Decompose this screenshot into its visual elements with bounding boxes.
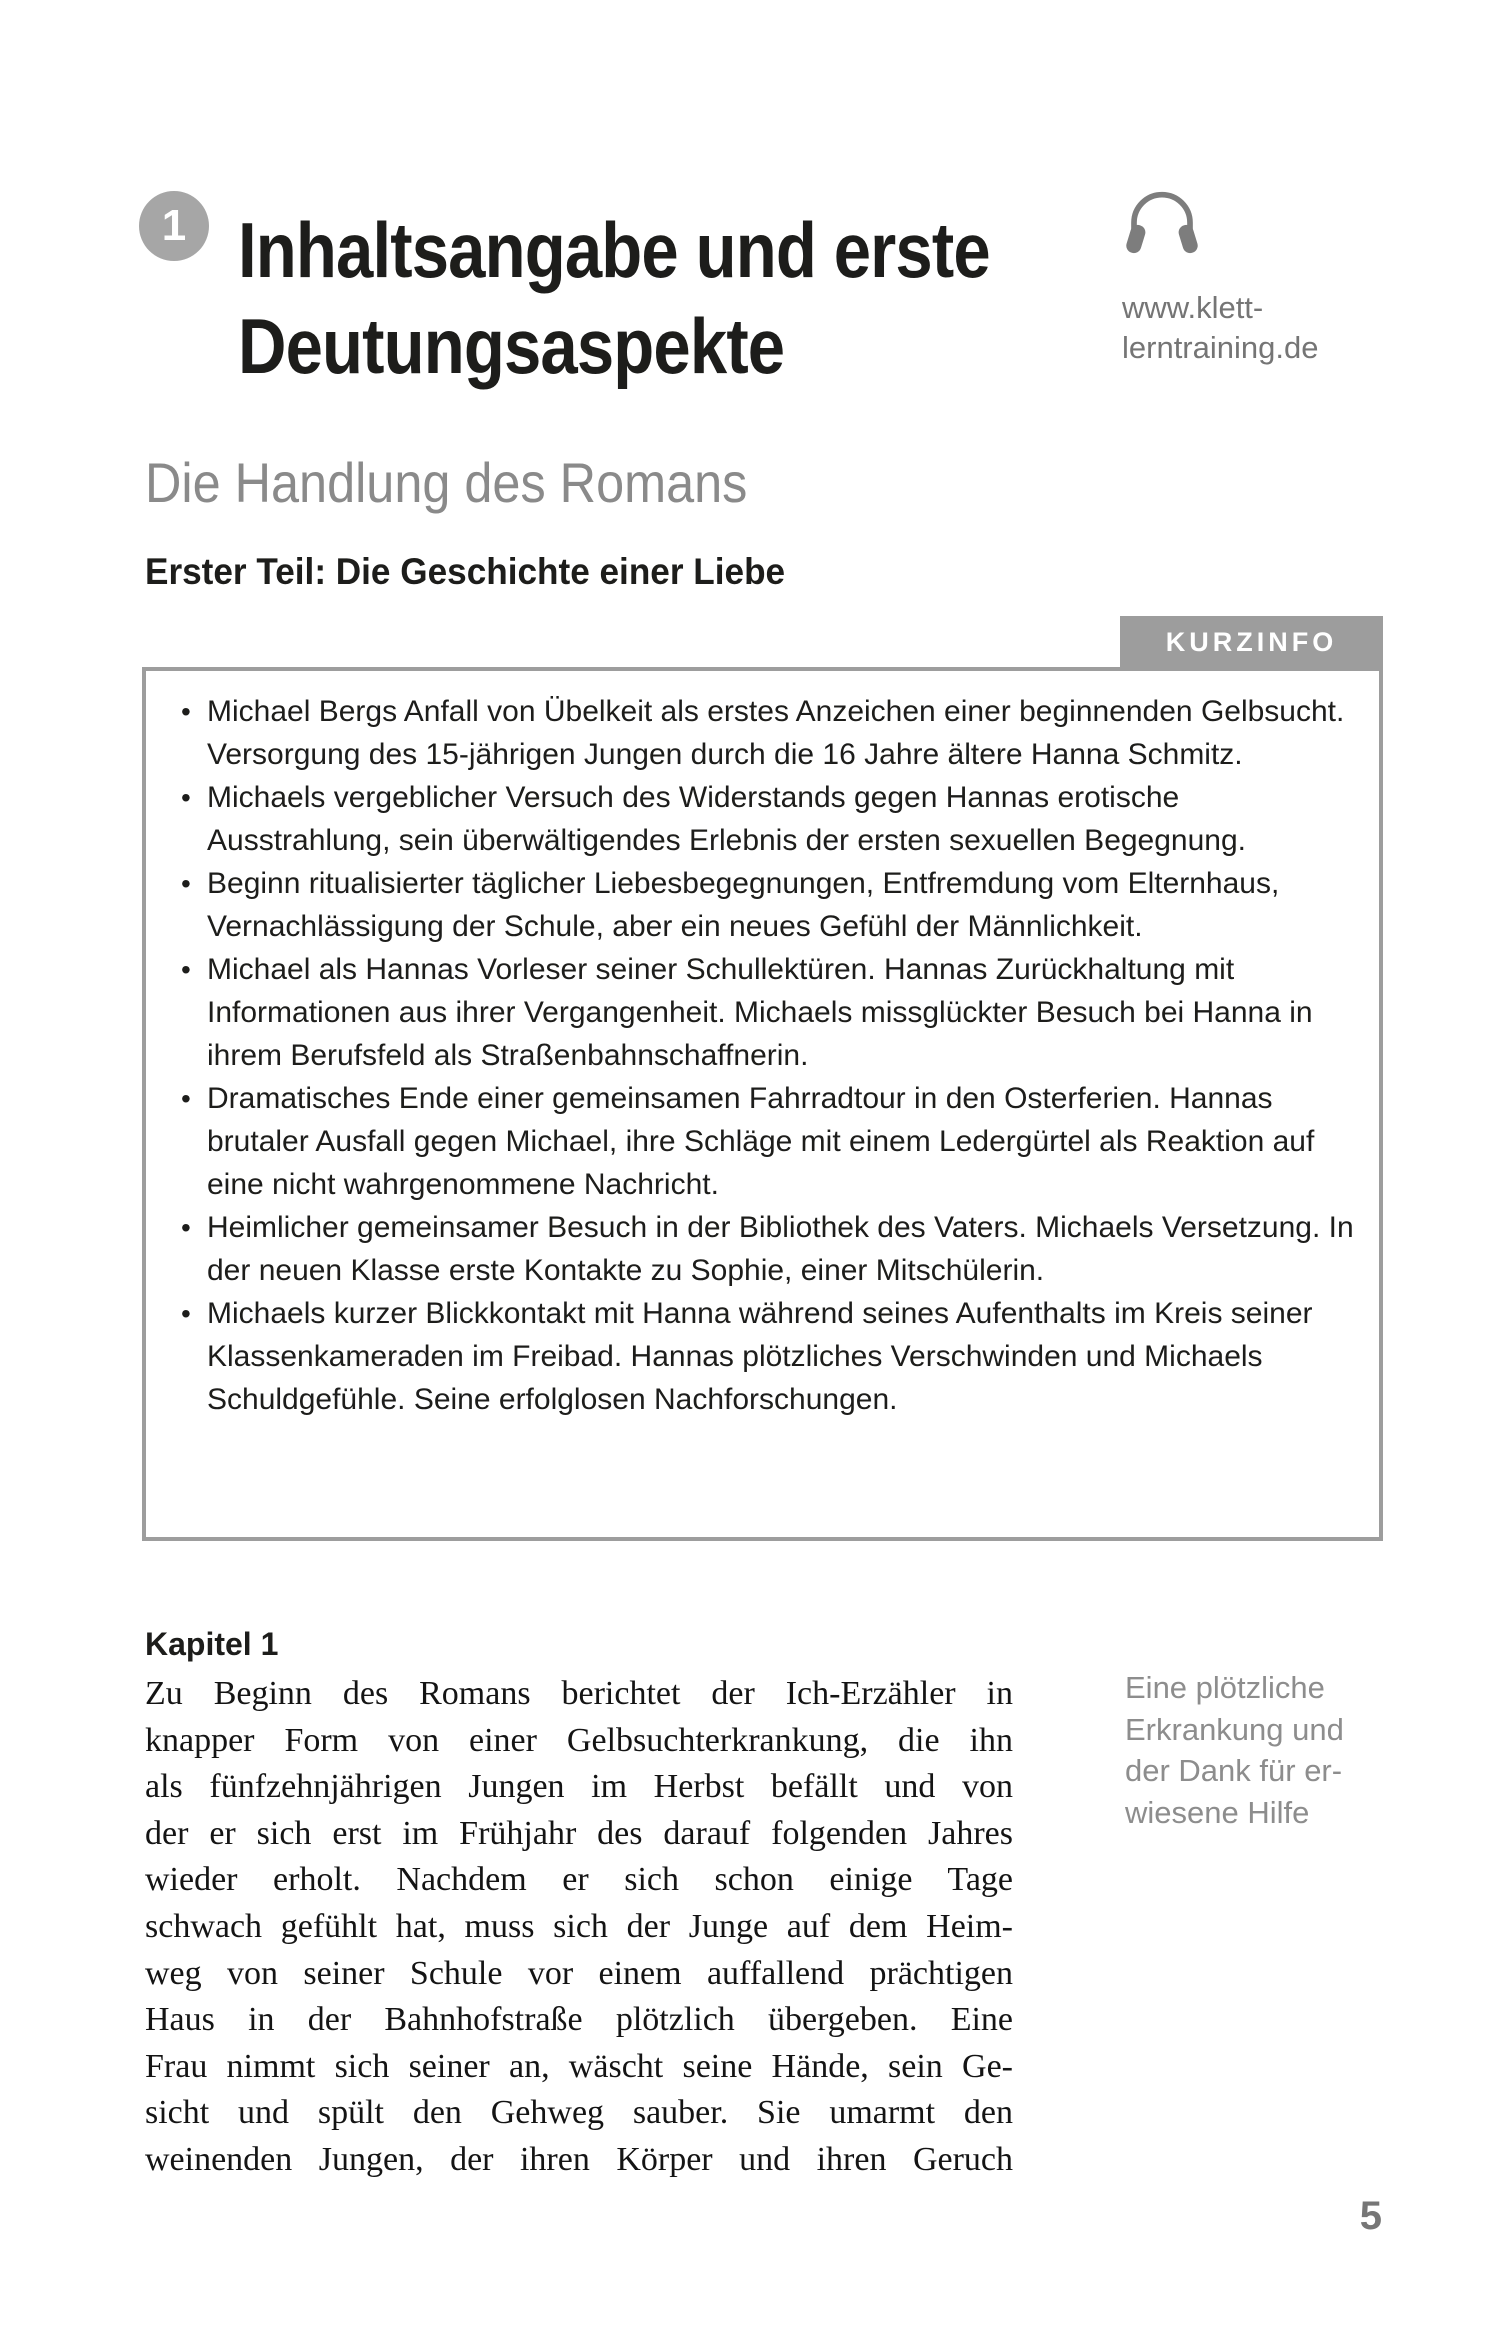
section-heading: Die Handlung des Romans — [145, 451, 748, 514]
body-text-line: als fünfzehnjährigen Jungen im Herbst befällt und von — [145, 1768, 1013, 1806]
page-title — [238, 202, 990, 394]
body-text-line: weg von seiner Schule vor einem auffallend prächtigen — [145, 1954, 1013, 1992]
audio-link — [1122, 288, 1318, 368]
kurzinfo-bullet-list — [146, 671, 1379, 1421]
body-text-line: Frau nimmt sich seiner an, wäscht seine Hände, sein Ge- — [145, 2047, 1013, 2085]
body-text-line: Zu Beginn des Romans berichtet der Ich-Erzähler in — [145, 1675, 1013, 1712]
page-title-line2: Deutungsaspekte — [238, 302, 785, 391]
kurzinfo-bullet-item: • Michaels vergeblicher Versuch des Widerstands gegen Hannas erotische Ausstrahlung, sein überwältigendes Erlebnis der ersten sexuellen Begegnung. — [178, 776, 1355, 862]
chapter-number-badge — [139, 191, 209, 261]
body-text-line: Haus in der Bahnhofstraße plötzlich übergeben. Eine — [145, 2001, 1013, 2039]
body-text-line: schwach gefühlt hat, muss sich der Junge auf dem Heim- — [145, 1907, 1013, 1945]
kurzinfo-bullet-item: • Michael als Hannas Vorleser seiner Schullektüren. Hannas Zurückhaltung mit Informationen aus ihrer Vergangenheit. Michaels missglückter Besuch bei Hanna in ihrem Berufsfeld als Straßenbahnschaffnerin. — [178, 948, 1355, 1077]
body-text-line: knapper Form von einer Gelbsuchterkrankung, die ihn — [145, 1721, 1013, 1759]
body-text-line: sicht und spült den Gehweg sauber. Sie umarmt den — [145, 2094, 1013, 2132]
kurzinfo-bullet-item: • Heimlicher gemeinsamer Besuch in der Bibliothek des Vaters. Michaels Versetzung. In der neuen Klasse erste Kontakte zu Sophie, einer Mitschülerin. — [178, 1206, 1355, 1292]
kurzinfo-bullet-item: • Michael Bergs Anfall von Übelkeit als erstes Anzeichen einer beginnenden Gelbsucht. Versorgung des 15-jährigen Jungen durch die 16 Jahre ältere Hanna Schmitz. — [178, 690, 1355, 776]
section-subheading: Erster Teil: Die Geschichte einer Liebe — [145, 551, 786, 592]
chapter-number: 1 — [161, 201, 187, 250]
audio-link-line1: www.klett- — [1122, 290, 1264, 325]
kurzinfo-bullet-item: • Dramatisches Ende einer gemeinsamen Fahrradtour in den Osterferien. Hannas brutaler Ausfall gegen Michael, ihre Schläge mit einem Ledergürtel als Reaktion auf eine nicht wahrgenommene Nachricht. — [178, 1077, 1355, 1206]
kurzinfo-label-text: KURZINFO — [1165, 626, 1338, 657]
kurzinfo-label — [1120, 616, 1383, 668]
headphones-icon — [1122, 186, 1202, 267]
margin-note-line: Erkrankung und — [1125, 1711, 1344, 1747]
body-text-line: der er sich erst im Frühjahr des darauf folgenden Jahres — [145, 1814, 1013, 1852]
kapitel-1-heading: Kapitel 1 — [145, 1626, 279, 1662]
margin-note-line: der Dank für er- — [1125, 1753, 1343, 1788]
body-text-line: weinenden Jungen, der ihren Körper und ihren Geruch — [145, 2140, 1013, 2178]
kurzinfo-box — [142, 667, 1383, 1541]
kurzinfo-bullet-item: • Beginn ritualisierter täglicher Liebesbegegnungen, Entfremdung vom Elternhaus, Vernachlässigung der Schule, aber ein neues Gefühl der Männlichkeit. — [178, 862, 1355, 948]
audio-link-line2: lerntraining.de — [1122, 330, 1319, 365]
margin-note-line: wiesene Hilfe — [1125, 1794, 1310, 1830]
margin-note-line: Eine plötzliche — [1125, 1670, 1325, 1705]
page-title-line1: Inhaltsangabe und erste — [238, 206, 990, 295]
body-text-line: wieder erholt. Nachdem er sich schon einige Tage — [145, 1861, 1013, 1899]
chapter-body-text — [145, 1671, 1013, 2184]
margin-note — [1125, 1667, 1344, 1833]
kurzinfo-bullet-item: • Michaels kurzer Blickkontakt mit Hanna während seines Aufenthalts im Kreis seiner Klassenkameraden im Freibad. Hannas plötzliches Verschwinden und Michaels Schuldgefühle. Seine erfolglosen Nachforschungen. — [178, 1292, 1355, 1421]
page-number: 5 — [1359, 2194, 1382, 2238]
